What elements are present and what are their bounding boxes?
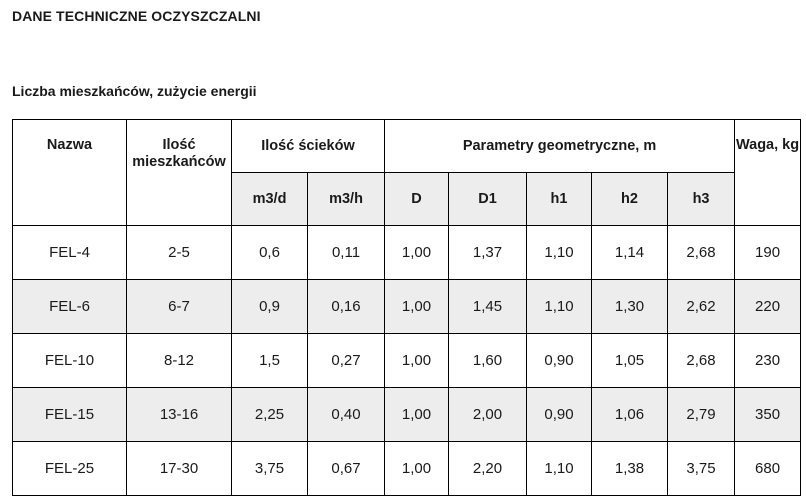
cell-h2: 1,05 bbox=[592, 334, 668, 388]
cell-nazwa: FEL-6 bbox=[13, 280, 127, 334]
subheader-h1: h1 bbox=[527, 173, 592, 226]
table-row bbox=[13, 280, 801, 334]
section-title: Liczba mieszkańców, zużycie energii bbox=[12, 83, 257, 99]
cell-nazwa: FEL-10 bbox=[13, 334, 127, 388]
cell-h3: 2,62 bbox=[668, 280, 735, 334]
cell-m3-h: 0,40 bbox=[308, 388, 385, 442]
header-nazwa: Nazwa bbox=[13, 120, 127, 226]
cell-h3: 3,75 bbox=[668, 442, 735, 496]
cell-m3-d: 3,75 bbox=[232, 442, 308, 496]
cell-waga: 350 bbox=[735, 388, 801, 442]
header-parametry-geometryczne: Parametry geometryczne, m bbox=[385, 120, 735, 173]
cell-m3-h: 0,16 bbox=[308, 280, 385, 334]
cell-h1: 1,10 bbox=[527, 226, 592, 280]
cell-waga: 230 bbox=[735, 334, 801, 388]
cell-d: 1,00 bbox=[385, 280, 449, 334]
cell-mieszkancy: 6-7 bbox=[127, 280, 232, 334]
subheader-h2: h2 bbox=[592, 173, 668, 226]
cell-m3-h: 0,27 bbox=[308, 334, 385, 388]
subheader-d1: D1 bbox=[449, 173, 527, 226]
table-row bbox=[13, 442, 801, 496]
cell-h3: 2,68 bbox=[668, 334, 735, 388]
cell-mieszkancy: 8-12 bbox=[127, 334, 232, 388]
cell-mieszkancy: 2-5 bbox=[127, 226, 232, 280]
subheader-m3-d: m3/d bbox=[232, 173, 308, 226]
subheader-m3-h: m3/h bbox=[308, 173, 385, 226]
cell-waga: 190 bbox=[735, 226, 801, 280]
cell-nazwa: FEL-15 bbox=[13, 388, 127, 442]
technical-data-table bbox=[12, 119, 801, 496]
cell-m3-h: 0,67 bbox=[308, 442, 385, 496]
cell-m3-d: 2,25 bbox=[232, 388, 308, 442]
cell-h1: 0,90 bbox=[527, 388, 592, 442]
cell-d: 1,00 bbox=[385, 226, 449, 280]
table-row bbox=[13, 388, 801, 442]
cell-h1: 1,10 bbox=[527, 280, 592, 334]
cell-h3: 2,68 bbox=[668, 226, 735, 280]
cell-d1: 2,20 bbox=[449, 442, 527, 496]
header-ilosc-mieszkancow: Ilość mieszkańców bbox=[127, 120, 232, 226]
cell-m3-d: 0,6 bbox=[232, 226, 308, 280]
cell-mieszkancy: 17-30 bbox=[127, 442, 232, 496]
cell-h2: 1,14 bbox=[592, 226, 668, 280]
cell-h1: 0,90 bbox=[527, 334, 592, 388]
cell-h2: 1,30 bbox=[592, 280, 668, 334]
cell-h2: 1,38 bbox=[592, 442, 668, 496]
cell-nazwa: FEL-4 bbox=[13, 226, 127, 280]
cell-m3-d: 0,9 bbox=[232, 280, 308, 334]
table-row bbox=[13, 226, 801, 280]
cell-d1: 1,60 bbox=[449, 334, 527, 388]
cell-m3-h: 0,11 bbox=[308, 226, 385, 280]
cell-d1: 1,45 bbox=[449, 280, 527, 334]
cell-mieszkancy: 13-16 bbox=[127, 388, 232, 442]
cell-m3-d: 1,5 bbox=[232, 334, 308, 388]
cell-waga: 680 bbox=[735, 442, 801, 496]
table-row bbox=[13, 334, 801, 388]
cell-d1: 1,37 bbox=[449, 226, 527, 280]
cell-waga: 220 bbox=[735, 280, 801, 334]
subheader-h3: h3 bbox=[668, 173, 735, 226]
cell-nazwa: FEL-25 bbox=[13, 442, 127, 496]
header-ilosc-sciekow: Ilość ścieków bbox=[232, 120, 385, 173]
cell-d: 1,00 bbox=[385, 388, 449, 442]
cell-h2: 1,06 bbox=[592, 388, 668, 442]
subheader-d: D bbox=[385, 173, 449, 226]
page-title: DANE TECHNICZNE OCZYSZCZALNI bbox=[12, 8, 261, 24]
cell-d: 1,00 bbox=[385, 334, 449, 388]
cell-h1: 1,10 bbox=[527, 442, 592, 496]
cell-d1: 2,00 bbox=[449, 388, 527, 442]
cell-d: 1,00 bbox=[385, 442, 449, 496]
cell-h3: 2,79 bbox=[668, 388, 735, 442]
header-waga: Waga, kg bbox=[735, 120, 801, 226]
